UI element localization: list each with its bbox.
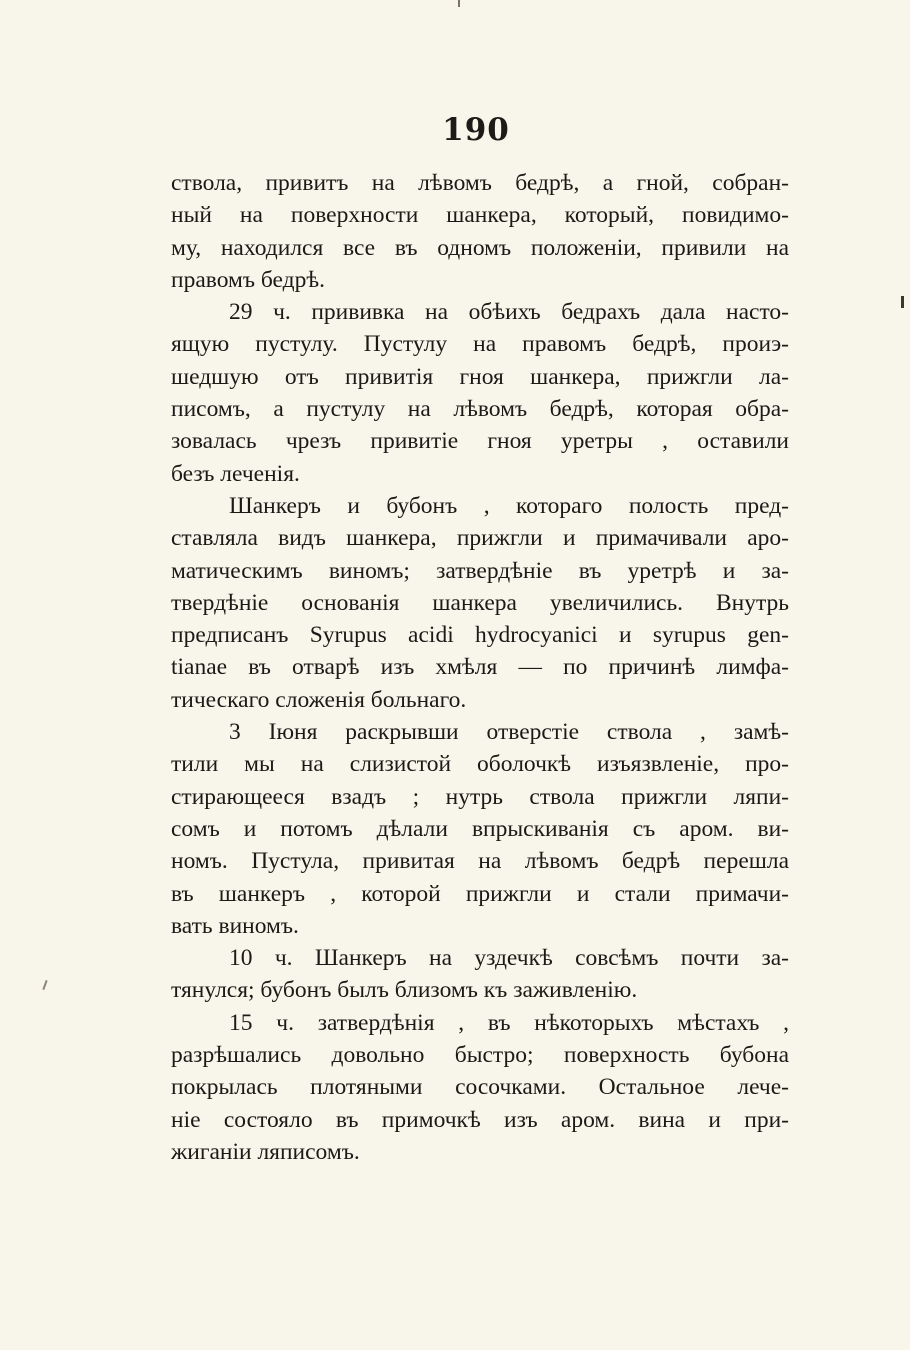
- paragraph-3: [171, 490, 789, 716]
- text-line: безъ леченiя.: [171, 460, 300, 487]
- text-line: тянулся; бубонъ былъ близомъ къ заживленiю.: [171, 977, 638, 1004]
- text-line: сомъ и потомъ дѣлали впрыскиванiя съ аром. ви-: [171, 815, 789, 842]
- paragraph-6: [171, 1007, 789, 1168]
- text-line: вать виномъ.: [171, 912, 299, 939]
- text-line: 15 ч. затвердѣнiя , въ нѣкоторыхъ мѣстахъ ,: [229, 1009, 789, 1036]
- text-line: покрылась плотяными сосочками. Остальное лече-: [171, 1074, 789, 1101]
- text-line: тили мы на слизистой оболочкѣ изъязвленiе, про-: [171, 751, 789, 778]
- text-line: ный на поверхности шанкера, который, повидимо-: [171, 202, 789, 229]
- paragraph-5: [171, 942, 789, 1007]
- paragraph-4: [171, 716, 789, 942]
- scan-mark-left: [42, 980, 47, 990]
- text-line: номъ. Пустула, привитая на лѣвомъ бедрѣ перешла: [171, 848, 789, 875]
- page-number: 190: [442, 112, 510, 148]
- text-line: разрѣшались довольно быстро; поверхность бубона: [171, 1042, 789, 1069]
- text-line: 3 Iюня раскрывши отверстiе ствола , замѣ-: [229, 719, 789, 746]
- text-line: предписанъ Syrupus acidi hydrocyanici и syrupus gen-: [171, 622, 789, 649]
- text-line: зовалась чрезъ привитiе гноя уретры , оставили: [171, 428, 789, 455]
- text-line: тическаго сложенiя больнаго.: [171, 686, 467, 713]
- text-line: 10 ч. Шанкеръ на уздечкѣ совсѣмъ почти за-: [229, 945, 789, 972]
- text-line: му, находился все въ одномъ положенiи, привили на: [171, 234, 789, 261]
- text-line: ящую пустулу. Пустулу на правомъ бедрѣ, проиэ-: [171, 331, 789, 358]
- text-line: матическимъ виномъ; затвердѣнiе въ уретрѣ и за-: [171, 557, 789, 584]
- text-line: Шанкеръ и бубонъ , котораго полость пред-: [229, 492, 789, 519]
- paragraph-1: [171, 167, 789, 296]
- scan-mark-top: [458, 0, 460, 7]
- text-line: нiе состояло въ примочкѣ изъ аром. вина и при-: [171, 1106, 789, 1133]
- text-line: ствола, привитъ на лѣвомъ бедрѣ, а гной, собран-: [171, 170, 789, 196]
- text-line: ставляла видъ шанкера, прижгли и примачивали аро-: [171, 525, 789, 552]
- paragraph-2: [171, 296, 789, 490]
- text-line: въ шанкеръ , которой прижгли и стали примачи-: [171, 880, 789, 907]
- text-line: шедшую отъ привитiя гноя шанкера, прижгли ла-: [171, 363, 789, 390]
- text-line: tianae въ отварѣ изъ хмѣля — по причинѣ лимфа-: [171, 654, 789, 681]
- scan-mark-right: [901, 296, 904, 308]
- text-line: жиганiи ляписомъ.: [171, 1138, 360, 1165]
- body-text: [171, 167, 789, 1168]
- text-line: твердѣнiе основанiя шанкера увеличились. Внутрь: [171, 589, 789, 616]
- text-line: 29 ч. прививка на обѣихъ бедрахъ дала насто-: [229, 299, 789, 326]
- text-line: писомъ, а пустулу на лѣвомъ бедрѣ, которая обра-: [171, 396, 789, 423]
- text-line: стирающееся взадъ ; нутрь ствола прижгли ляпи-: [171, 783, 789, 810]
- text-line: правомъ бедрѣ.: [171, 266, 326, 293]
